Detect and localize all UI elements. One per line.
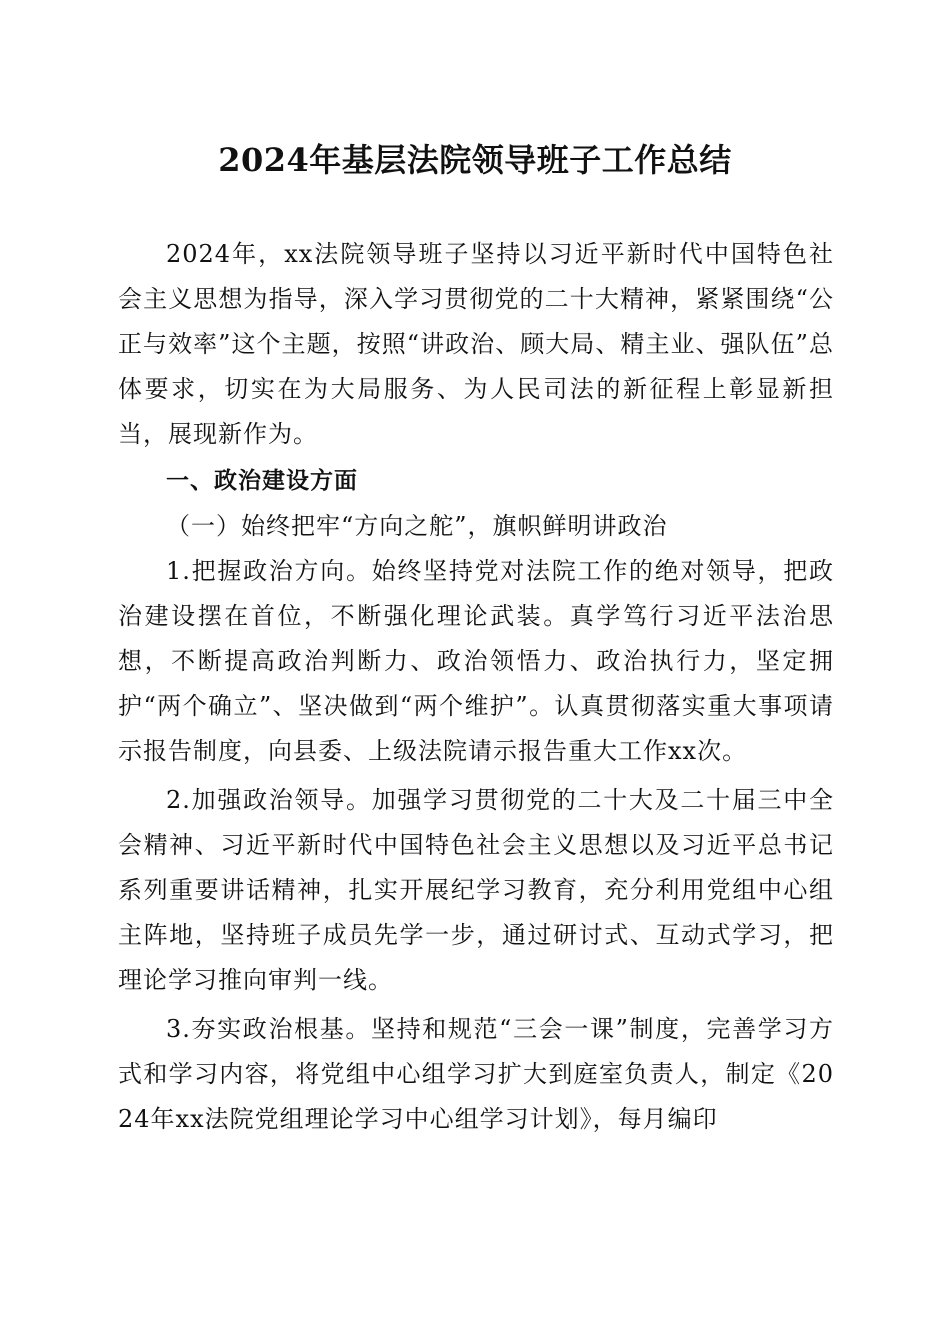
section-heading: 一、政治建设方面	[166, 468, 358, 494]
paragraph-political-leadership: 2.加强政治领导。加强学习贯彻党的二十大及二十届三中全会精神、习近平新时代中国特色社会主义思想以及习近平总书记系列重要讲话精神，扎实开展纪学习教育，充分利用党组中心组主阵地，坚持班子成员先学一步，通过研讨式、互动式学习，把理论学习推向审判一线。	[118, 786, 834, 994]
subsection-heading: （一）始终把牢“方向之舵”，旗帜鲜明讲政治	[166, 512, 668, 540]
intro-paragraph: 2024年，xx法院领导班子坚持以习近平新时代中国特色社会主义思想为指导，深入学习贯彻党的二十大精神，紧紧围绕“公正与效率”这个主题，按照“讲政治、顾大局、精主业、强队伍”总体要求，切实在为大局服务、为人民司法的新征程上彰显新担当，展现新作为。	[118, 240, 834, 448]
document-title: 2024年基层法院领导班子工作总结	[218, 141, 732, 179]
paragraph-political-foundation: 3.夯实政治根基。坚持和规范“三会一课”制度，完善学习方式和学习内容，将党组中心组学习扩大到庭室负责人，制定《2024年xx法院党组理论学习中心组学习计划》，每月编印	[118, 1015, 834, 1133]
document-body	[118, 232, 834, 1142]
paragraph-political-direction: 1.把握政治方向。始终坚持党对法院工作的绝对领导，把政治建设摆在首位，不断强化理论武装。真学笃行习近平法治思想，不断提高政治判断力、政治领悟力、政治执行力，坚定拥护“两个确立”、坚决做到“两个维护”。认真贯彻落实重大事项请示报告制度，向县委、上级法院请示报告重大工作xx次。	[118, 557, 834, 765]
